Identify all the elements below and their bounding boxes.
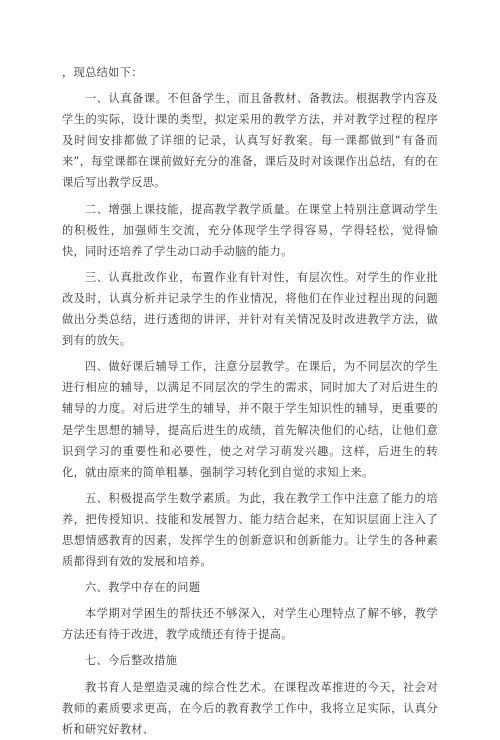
section-problems-heading: 六、教学中存在的问题 [85,581,201,595]
intro-line: ，现总结如下： [62,66,143,79]
paragraph-tutoring: 四、做好课后辅导工作，注意分层教学。在课后，为不同层次的学生进行相应的辅导，以满足不同层次的学生的需求，同时加大了对后进生的辅导的力度。对后进学生的辅导，并不限于学生知识性的辅导，更重要的是学生思想的辅导，提高后进生的成绩，首先解决他们的心结，让他们意识到学习的重要性和必要性，使之对学习萌发兴趣。这样，后进生的转化，就由原来的简单粗暴、强制学习转化到自觉的求知上来。 [62,360,438,479]
paragraph-math-quality: 五、积极提高学生数学素质。为此，我在教学工作中注意了能力的培养，把传授知识、技能和发展智力、能力结合起来，在知识层面上注入了思想情感教育的因素，发挥学生的创新意识和创新能力。让学生的各种素质都得到有效的发展和培养。 [62,491,438,569]
section-improvements-text: 教书育人是塑造灵魂的综合性艺术。在课程改革推进的今天，社会对教师的素质要求更高，在今后的教育教学工作中，我将立足实际，认真分析和研究好教材、 [62,680,438,736]
paragraph-teaching-skills: 二、增强上课技能，提高教学教学质量。在课堂上特别注意调动学生的积极性，加强师生交流，充分体现学生学得容易，学得轻松，觉得愉快，同时还培养了学生动口动手动脑的能力。 [62,202,438,258]
section-improvements-heading: 七、今后整改措施 [85,654,178,668]
document-page [62,62,438,740]
paragraph-prepare-lessons: 一、认真备课。不但备学生，而且备教材、备教法。根据教学内容及学生的实际，设计课的类型，拟定采用的教学方法，并对教学过程的程序及时间安排都做了详细的记录，认真写好教案。每一课都做到“有备而来”，每堂课都在课前做好充分的准备，课后及时对该课作出总结，有的在课后写出教学反思。 [62,92,438,190]
paragraph-homework: 三、认真批改作业，布置作业有针对性，有层次性。对学生的作业批改及时，认真分析并记录学生的作业情况，将他们在作业过程出现的问题做出分类总结，进行透彻的讲评，并针对有关情况及时改进教学方法，做到有的放矢。 [62,270,438,348]
section-problems-text: 本学期对学困生的帮扶还不够深入，对学生心理特点了解不够，教学方法还有待于改进，教学成绩还有待于提高。 [62,607,438,642]
